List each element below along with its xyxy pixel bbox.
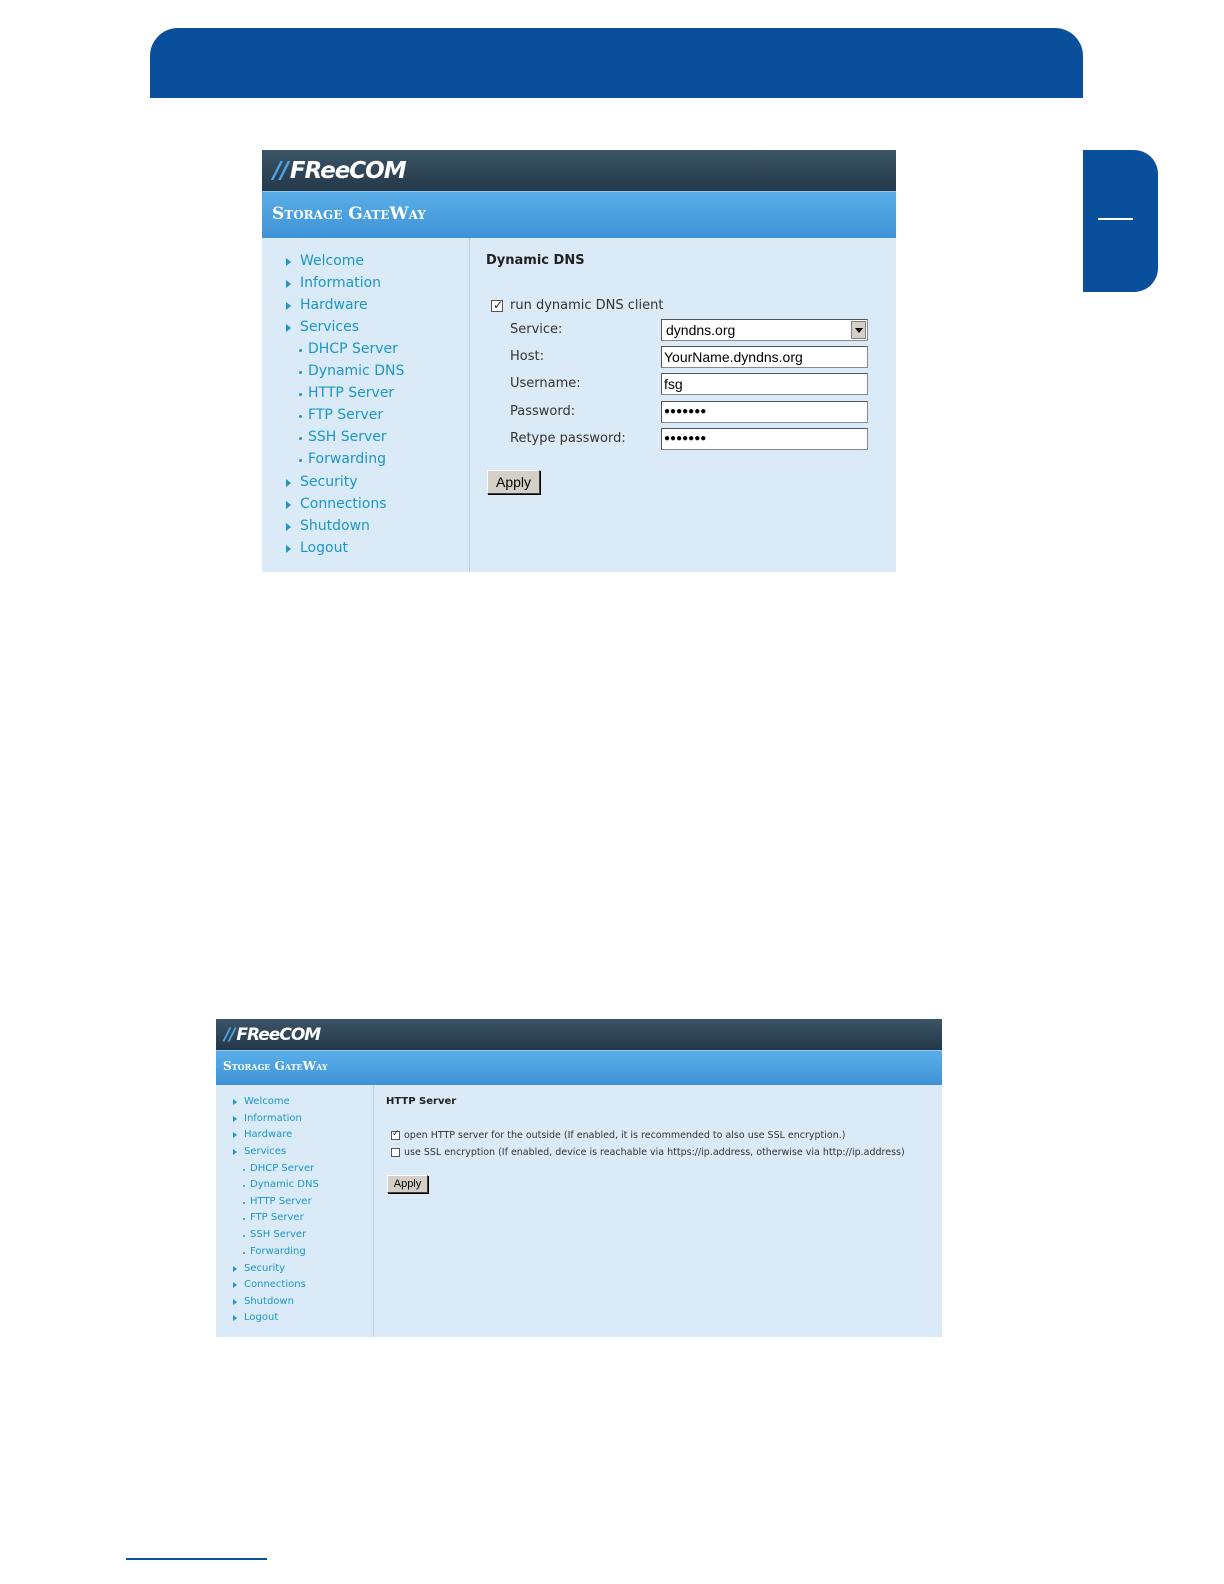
nav-ssh-server[interactable]: SSH Server bbox=[250, 1229, 306, 1240]
nav-ftp-server[interactable]: FTP Server bbox=[308, 407, 383, 423]
nav-information[interactable]: Information bbox=[300, 275, 381, 291]
apply-button[interactable]: Apply bbox=[387, 1175, 428, 1193]
nav-services[interactable]: Services bbox=[244, 1146, 286, 1157]
ssl-checkbox[interactable] bbox=[391, 1148, 400, 1157]
username-label: Username: bbox=[510, 376, 581, 391]
freecom-logo: //FReeCOM bbox=[273, 158, 406, 184]
product-title: Storage GateWay bbox=[272, 204, 426, 224]
nav-information[interactable]: Information bbox=[244, 1113, 302, 1124]
nav-services[interactable]: Services bbox=[300, 319, 359, 335]
ddns-content bbox=[470, 238, 896, 572]
header-banner bbox=[150, 28, 1083, 98]
open-http-label: open HTTP server for the outside (If enabled, it is recommended to also use SSL encryption.) bbox=[404, 1130, 846, 1141]
retype-password-input[interactable]: ●●●●●●● bbox=[661, 428, 868, 450]
host-input[interactable]: YourName.dyndns.org bbox=[661, 346, 868, 368]
ddns-subbar bbox=[262, 191, 896, 238]
nav-shutdown[interactable]: Shutdown bbox=[244, 1296, 294, 1307]
nav-connections[interactable]: Connections bbox=[300, 496, 387, 512]
password-label: Password: bbox=[510, 404, 576, 419]
nav-security[interactable]: Security bbox=[244, 1263, 285, 1274]
nav-dynamic-dns[interactable]: Dynamic DNS bbox=[250, 1179, 319, 1190]
service-select[interactable]: dyndns.org bbox=[661, 319, 868, 341]
nav-shutdown[interactable]: Shutdown bbox=[300, 518, 370, 534]
http-screenshot bbox=[216, 1019, 942, 1337]
ddns-screenshot bbox=[262, 150, 896, 572]
nav-connections[interactable]: Connections bbox=[244, 1279, 306, 1290]
username-input[interactable]: fsg bbox=[661, 373, 868, 395]
nav-hardware[interactable]: Hardware bbox=[244, 1129, 292, 1140]
nav-ssh-server[interactable]: SSH Server bbox=[308, 429, 387, 445]
nav-welcome[interactable]: Welcome bbox=[244, 1096, 290, 1107]
http-subbar bbox=[216, 1050, 942, 1085]
page-title: HTTP Server bbox=[386, 1096, 457, 1107]
http-topbar bbox=[216, 1019, 942, 1050]
nav-security[interactable]: Security bbox=[300, 474, 358, 490]
product-title: Storage GateWay bbox=[223, 1059, 328, 1073]
ddns-topbar bbox=[262, 150, 896, 191]
service-label: Service: bbox=[510, 322, 563, 337]
nav-forwarding[interactable]: Forwarding bbox=[250, 1246, 306, 1257]
nav-http-server[interactable]: HTTP Server bbox=[250, 1196, 312, 1207]
chapter-tab bbox=[1083, 150, 1158, 292]
chapter-tab-line bbox=[1098, 218, 1133, 220]
password-input[interactable]: ●●●●●●● bbox=[661, 401, 868, 423]
retype-password-label: Retype password: bbox=[510, 431, 626, 446]
nav-http-server[interactable]: HTTP Server bbox=[308, 385, 394, 401]
sidebar-nav bbox=[262, 238, 470, 572]
page-title: Dynamic DNS bbox=[486, 253, 585, 268]
nav-dynamic-dns[interactable]: Dynamic DNS bbox=[308, 363, 404, 379]
chevron-down-icon[interactable] bbox=[851, 321, 866, 339]
sidebar-nav bbox=[216, 1085, 374, 1337]
nav-dhcp-server[interactable]: DHCP Server bbox=[250, 1163, 314, 1174]
nav-welcome[interactable]: Welcome bbox=[300, 253, 364, 269]
nav-logout[interactable]: Logout bbox=[244, 1312, 278, 1323]
nav-dhcp-server[interactable]: DHCP Server bbox=[308, 341, 398, 357]
run-ddns-checkbox[interactable]: ✓ bbox=[493, 298, 504, 312]
nav-logout[interactable]: Logout bbox=[300, 540, 348, 556]
nav-ftp-server[interactable]: FTP Server bbox=[250, 1212, 304, 1223]
open-http-checkbox[interactable]: ✓ bbox=[392, 1129, 400, 1139]
ssl-label: use SSL encryption (If enabled, device is reachable via https://ip.address, otherwise via http://ip.address) bbox=[404, 1147, 905, 1158]
run-ddns-label: run dynamic DNS client bbox=[510, 298, 664, 313]
freecom-logo: // FReeCOM bbox=[224, 1025, 321, 1045]
nav-hardware[interactable]: Hardware bbox=[300, 297, 368, 313]
apply-button[interactable]: Apply bbox=[487, 470, 540, 494]
http-content bbox=[374, 1085, 942, 1337]
footer-rule bbox=[126, 1558, 267, 1560]
nav-forwarding[interactable]: Forwarding bbox=[308, 451, 386, 467]
host-label: Host: bbox=[510, 349, 544, 364]
